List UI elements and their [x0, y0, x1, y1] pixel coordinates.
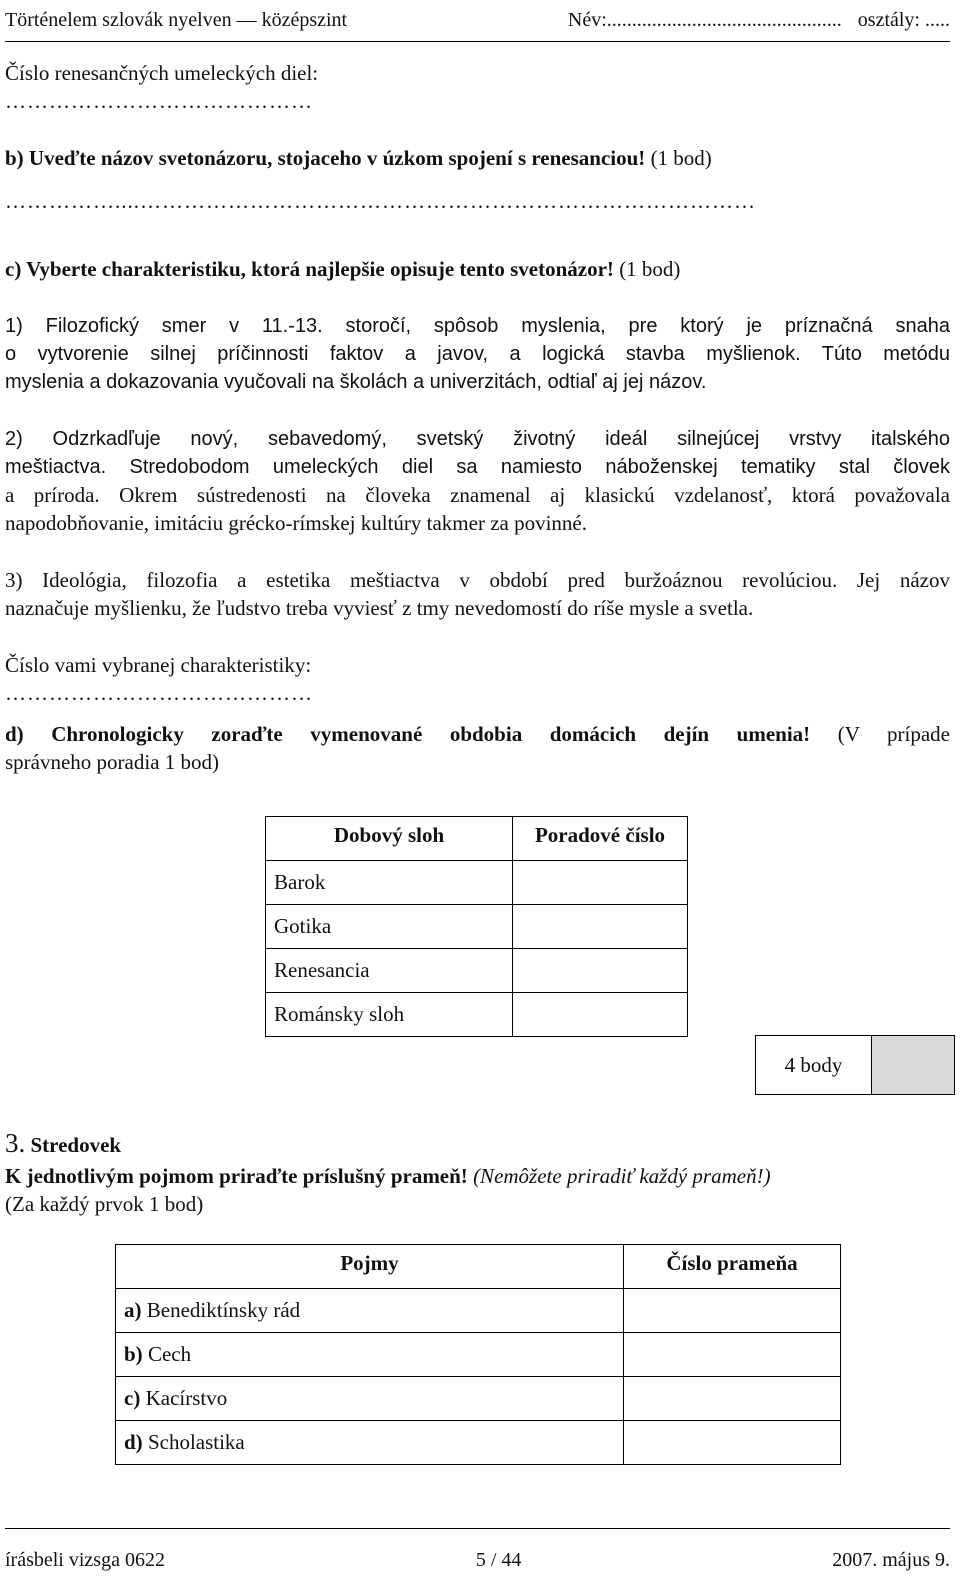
term-letter: b): [124, 1342, 143, 1366]
page-footer: [5, 1528, 950, 1572]
source-cell[interactable]: [624, 1289, 841, 1333]
term-letter: d): [124, 1430, 143, 1454]
question-b-points: (1 bod): [650, 146, 712, 170]
page-number: 5 / 44: [475, 1549, 522, 1571]
term-text: Benediktínsky rád: [146, 1298, 301, 1322]
exam-title: Történelem szlovák nyelven — középszint: [5, 9, 348, 31]
col-header-terms: Pojmy: [116, 1245, 624, 1289]
task-3-heading: [5, 1128, 950, 1160]
page-header: [5, 0, 950, 42]
score-box: [755, 1035, 955, 1095]
option-3-line-1: 3) Ideológia, filozofia a estetika meštiactva v období pred buržoáznou revolúciou. Jej názov: [5, 568, 950, 592]
option-1-line-3: myslenia a dokazovania vyučovali na školách a univerzitách, odtiaľ aj jej názov.: [5, 371, 707, 393]
question-b: [5, 145, 950, 171]
term-row-label: [116, 1421, 624, 1465]
question-b-text: b) Uveďte názov svetonázoru, stojaceho v úzkom spojení s renesanciou!: [5, 146, 646, 170]
score-entry-box[interactable]: [872, 1036, 954, 1094]
score-label: 4 body: [756, 1036, 872, 1094]
term-text: Cech: [147, 1342, 192, 1366]
term-text: Kacírstvo: [145, 1386, 228, 1410]
source-cell[interactable]: [624, 1377, 841, 1421]
task-number: 3.: [5, 1128, 26, 1158]
source-cell[interactable]: [624, 1333, 841, 1377]
task-title: Stredovek: [30, 1133, 122, 1157]
order-cell[interactable]: [513, 905, 688, 949]
option-2-line-3: a príroda. Okrem sústredenosti na človeka znamenal aj klasickú vzdelanosť, ktorá považovala: [5, 483, 950, 507]
question-d-points-1: (V prípade: [837, 722, 950, 746]
term-row-label: [116, 1377, 624, 1421]
term-row-label: [116, 1289, 624, 1333]
chosen-label: Číslo vami vybranej charakteristiky:: [5, 653, 312, 677]
question-c-text: c) Vyberte charakteristiku, ktorá najlepšie opisuje tento svetonázor!: [5, 257, 614, 281]
question-d: [5, 721, 950, 747]
option-2-line-1: 2) Odzrkadľuje nový, sebavedomý, svetský životný ideál silnejúcej vrstvy italského: [5, 428, 950, 450]
order-cell[interactable]: [513, 949, 688, 993]
task-3-note: (Nemôžete priradiť každý prameň!): [473, 1164, 771, 1188]
option-2-line-4: napodobňovanie, imitáciu grécko-rímskej kultúry takmer za povinné.: [5, 511, 587, 535]
question-d-points-2: správneho poradia 1 bod): [5, 750, 220, 774]
chosen-answer-line: ……………………………………: [5, 681, 313, 705]
terms-table: [115, 1244, 841, 1465]
source-cell[interactable]: [624, 1421, 841, 1465]
question-c: [5, 256, 950, 282]
task-3-instruction-text: K jednotlivým pojmom priraďte príslušný prameň!: [5, 1164, 468, 1188]
count-answer-line: ……………………………………: [5, 89, 313, 113]
order-cell[interactable]: [513, 993, 688, 1037]
col-header-order: Poradové číslo: [513, 817, 688, 861]
term-text: Scholastika: [147, 1430, 245, 1454]
footer-date: 2007. május 9.: [832, 1549, 950, 1571]
style-row-label: Románsky sloh: [266, 993, 513, 1037]
option-3-line-2: naznačuje myšlienku, že ľudstvo treba vyviesť z tmy nevedomostí do ríše mysle a svetla.: [5, 596, 754, 620]
option-1-line-2: o vytvorenie silnej príčinnosti faktov a javov, a logická stavba myšlienok. Túto metódu: [5, 343, 950, 365]
style-row-label: Barok: [266, 861, 513, 905]
option-1-line-1: 1) Filozofický smer v 11.-13. storočí, spôsob myslenia, pre ktorý je príznačná snaha: [5, 315, 950, 337]
col-header-style: Dobový sloh: [266, 817, 513, 861]
style-row-label: Renesancia: [266, 949, 513, 993]
style-row-label: Gotika: [266, 905, 513, 949]
name-field: Név:...............................................: [567, 9, 842, 31]
term-letter: c): [124, 1386, 141, 1410]
footer-exam-code: írásbeli vizsga 0622: [5, 1549, 165, 1571]
question-d-text: d) Chronologicky zoraďte vymenované obdobia domácich dejín umenia!: [5, 722, 811, 746]
style-order-table: [265, 816, 688, 1037]
col-header-source: Číslo prameňa: [624, 1245, 841, 1289]
option-2-line-2: meštiactva. Stredobodom umeleckých diel sa namiesto náboženskej tematiky stal človek: [5, 456, 950, 478]
class-field: osztály: .....: [857, 9, 950, 31]
term-letter: a): [124, 1298, 142, 1322]
task-3-instruction: [5, 1163, 950, 1189]
count-label: Číslo renesančných umeleckých diel:: [5, 61, 319, 85]
question-b-answer-line: ……………....…………………………………………………………………………: [5, 189, 756, 213]
question-c-points: (1 bod): [619, 257, 681, 281]
order-cell[interactable]: [513, 861, 688, 905]
term-row-label: [116, 1333, 624, 1377]
task-3-points: (Za každý prvok 1 bod): [5, 1192, 204, 1216]
